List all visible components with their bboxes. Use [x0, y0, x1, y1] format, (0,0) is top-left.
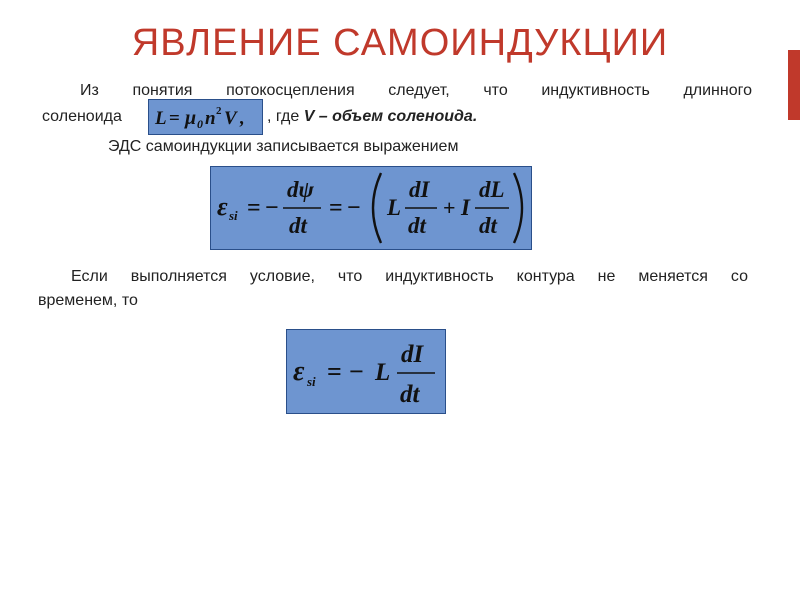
left-parenthesis [373, 173, 381, 243]
paragraph-line: временем, то [38, 292, 138, 309]
formula-symbol: L [375, 359, 391, 386]
formula-numerator: dL [479, 177, 505, 202]
paragraph-text: соленоида [42, 108, 122, 125]
formula-symbol: V [224, 108, 237, 129]
formula-symbol: L [387, 195, 402, 220]
formula-symbol: − [347, 195, 361, 221]
slide-title: ЯВЛЕНИЕ САМОИНДУКЦИИ [131, 22, 669, 64]
emf-full-formula-svg [211, 167, 531, 249]
formula-symbol: μ [185, 107, 197, 129]
paragraph-text [267, 105, 477, 129]
formula-symbol: − [349, 357, 364, 386]
formula-symbol: − [265, 195, 279, 221]
formula-numerator: dψ [287, 177, 314, 202]
paragraph-condition [38, 265, 748, 313]
formula-denominator: dt [400, 381, 420, 408]
formula-symbol: ε [293, 356, 305, 387]
emf-simple-formula-svg [287, 330, 445, 413]
formula-symbol: I [461, 195, 470, 220]
formula-subscript: si [229, 208, 238, 223]
formula-denominator: dt [408, 213, 426, 238]
formula-symbol: ε [217, 192, 228, 221]
paragraph-emf-intro: ЭДС самоиндукции записывается выражением [108, 138, 459, 155]
formula-numerator: dI [409, 177, 430, 202]
paragraph-line: Если выполняется условие, что индуктивность контура не меняется со [71, 268, 748, 285]
formula-symbol: = [169, 108, 180, 129]
paragraph-inductance [42, 79, 752, 133]
formula-subscript: 0 [197, 117, 203, 131]
paragraph-text: , где [267, 108, 304, 125]
formula-symbol: = [327, 357, 342, 386]
formula-symbol: = [247, 195, 261, 221]
volume-definition: V – объем соленоида. [303, 108, 478, 125]
inductance-formula [148, 99, 263, 135]
emf-full-formula [210, 166, 532, 250]
formula-denominator: dt [289, 213, 307, 238]
formula-subscript: si [307, 374, 316, 389]
right-parenthesis [514, 173, 522, 243]
formula-numerator: dI [401, 341, 424, 368]
inductance-formula-svg [149, 100, 262, 134]
formula-symbol: = [329, 195, 343, 221]
paragraph-line [42, 103, 752, 133]
formula-denominator: dt [479, 213, 497, 238]
formula-superscript: 2 [216, 105, 222, 117]
formula-symbol: n [205, 108, 216, 129]
paragraph-line: Из понятия потокосцепления следует, что индуктивность длинного [80, 82, 752, 99]
formula-symbol: L [155, 108, 167, 129]
formula-symbol: , [240, 108, 245, 129]
emf-simple-formula [286, 329, 446, 414]
formula-symbol: + [443, 195, 456, 220]
